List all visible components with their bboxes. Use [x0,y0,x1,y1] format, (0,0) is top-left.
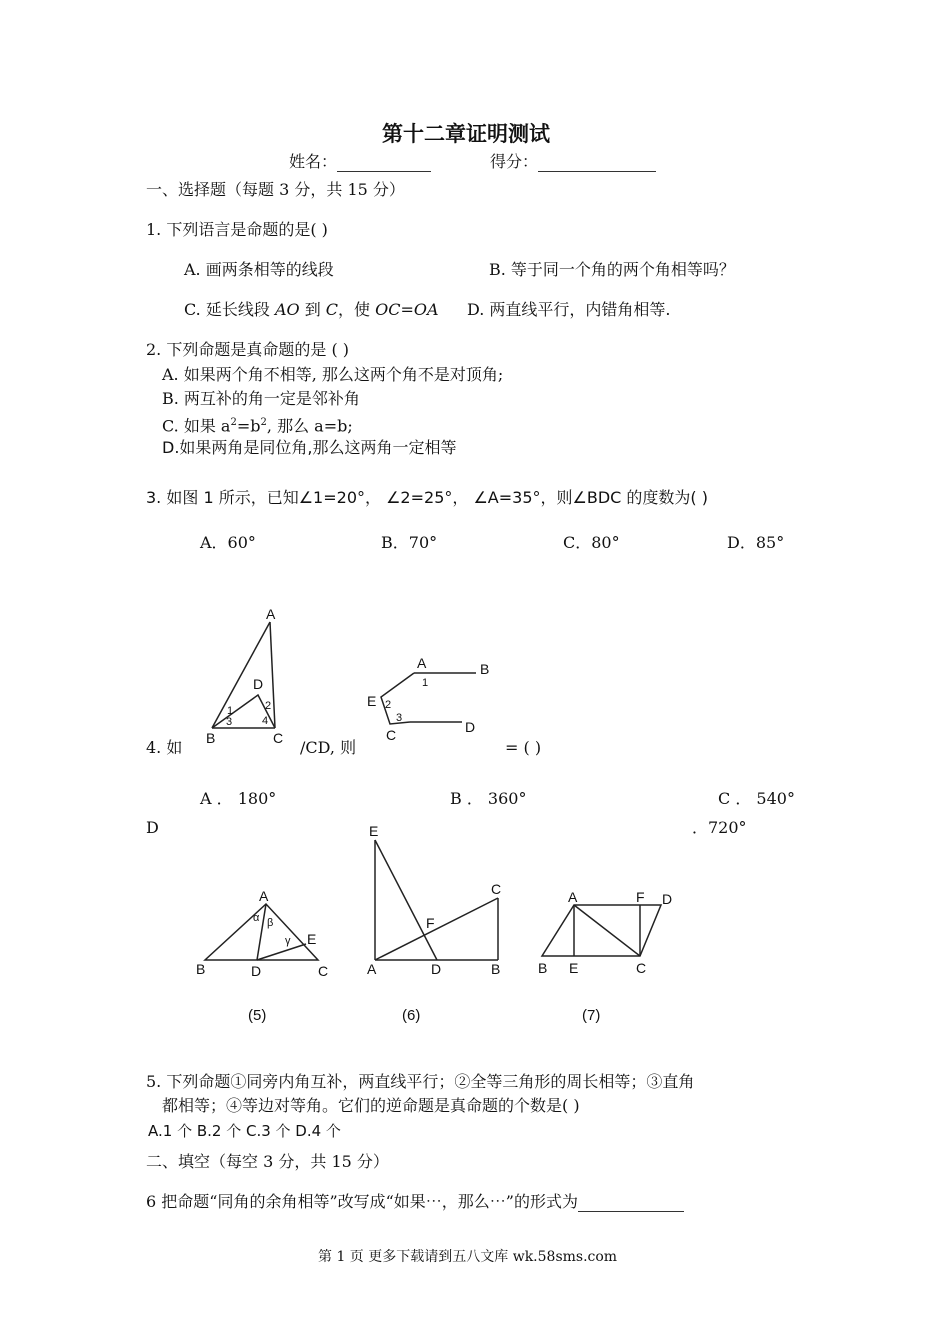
fig5-label-e: E [307,931,317,947]
fig1-label-c: C [273,730,284,746]
q2-c-text-2: =b [236,416,261,436]
q4-option-c: C ． 540° [718,789,795,808]
fig2-label-a: A [417,655,427,671]
fig6-label-f: F [426,915,435,931]
fig2-angle-3: 3 [396,712,403,724]
figure-5-lines [205,904,318,960]
q1-c-text-1: C. 延长线段 [184,300,275,319]
fig5-alpha: α [253,912,260,924]
q2-option-a: A. 如果两个角不相等, 那么这两个角不是对顶角; [162,365,504,384]
fig6-label-d: D [431,961,442,977]
q1-c-text-2: 到 [299,300,326,319]
fig6-label-e: E [369,823,379,839]
q3-option-b: B．70° [381,533,438,552]
fig6-label-b: B [491,961,501,977]
fig5-label-b: B [196,961,206,977]
q5-line-1: 5. 下列命题①同旁内角互补，两直线平行；②全等三角形的周长相等；③直角 [146,1072,695,1091]
q2-c-text-3: , 那么 a=b; [266,416,353,436]
q1-option-b: B. 等于同一个角的两个角相等吗？ [489,260,735,279]
fig1-label-a: A [266,606,276,622]
section1-heading: 一、选择题（每题 3 分，共 15 分） [146,180,405,199]
fig5-label-c: C [318,963,329,979]
q4-option-b: B ． 360° [450,789,527,808]
fig1-label-d: D [253,676,264,692]
q2-option-b: B. 两互补的角一定是邻补角 [162,389,360,408]
q3-stem: 3. 如图 1 所示，已知∠1=20°， ∠2=25°， ∠A=35°，则∠BDC 的度数为( ) [146,488,708,507]
q2-c-exp-1: 2 [230,417,237,428]
score-label: 得分： [490,152,539,171]
fig6-caption: (6) [402,1007,421,1024]
fig5-label-a: A [259,888,269,904]
q3-option-c: C．80° [563,533,620,552]
fig2-label-b: B [480,661,490,677]
q4-option-d-value: ．720° [692,818,747,837]
q6-stem [146,1192,684,1212]
q4-option-a: A ． 180° [200,789,277,808]
q6-answer-blank[interactable] [578,1195,684,1212]
q1-stem: 1. 下列语言是命题的是( ) [146,220,328,239]
fig7-caption: (7) [582,1007,601,1024]
q1-c-point: C [325,300,339,319]
page-title: 第十二章证明测试 [382,122,550,146]
fig1-angle-3: 3 [226,716,233,728]
section2-heading: 二、填空（每空 3 分，共 15 分） [146,1152,389,1171]
q1-c-text-3: ，使 [338,300,376,319]
q1-c-equation: OC=OA [375,300,439,319]
fig2-label-e: E [367,693,377,709]
q1-option-a: A. 画两条相等的线段 [184,260,334,279]
q4-option-d-label: D [146,818,159,837]
q4-stem-right: = ( ) [505,738,542,757]
fig1-angle-4: 4 [262,715,269,727]
fig5-beta: β [267,917,274,929]
q1-c-segment: AO [274,300,300,319]
fig6-label-c: C [491,881,502,897]
q2-stem-text: 2. 下列命题是真命题的是 ( ) [146,340,350,359]
q4-stem-mid: /CD, 则 [300,738,357,757]
fig2-angle-1: 1 [422,677,429,689]
q5-options: A.1 个 B.2 个 C.3 个 D.4 个 [148,1122,341,1140]
q6-text: 6 把命题“同角的余角相等”改写成“如果⋯，那么⋯”的形式为 [146,1192,578,1211]
fig5-caption: (5) [248,1007,267,1024]
fig7-label-c: C [636,960,647,976]
q4-stem-left: 4. 如 [146,738,183,757]
fig7-label-d: D [662,891,673,907]
fig5-label-d: D [251,963,262,979]
fig5-gamma: γ [285,935,291,947]
fig2-angle-2: 2 [385,699,392,711]
fig6-label-a: A [367,961,377,977]
q2-c-text-1: C. 如果 a [162,416,231,436]
fig2-label-d: D [465,719,476,735]
q1-option-d: D. 两直线平行，内错角相等. [467,300,671,319]
name-label: 姓名： [289,152,338,171]
fig7-label-a: A [568,889,578,905]
page-footer: 第 1 页 更多下载请到五八文库 wk.58sms.com [318,1249,618,1265]
figure-1-lines [212,622,275,728]
fig1-label-b: B [206,730,216,746]
q2-c-exp-2: 2 [260,417,267,428]
q5-line-2: 都相等；④等边对等角。它们的逆命题是真命题的个数是( ) [162,1096,580,1115]
figure-7-lines [542,905,661,956]
figure-6-lines [375,840,498,960]
q2-option-d: D.如果两角是同位角,那么这两角一定相等 [162,438,457,457]
fig1-angle-2: 2 [265,700,272,712]
fig7-label-f: F [636,889,645,905]
fig2-label-c: C [386,727,397,743]
q3-option-d: D．85° [727,533,785,552]
q3-option-a: A．60° [200,533,256,552]
fig1-angle-1: 1 [227,705,234,717]
fig7-label-b: B [538,960,548,976]
fig7-label-e: E [569,960,579,976]
